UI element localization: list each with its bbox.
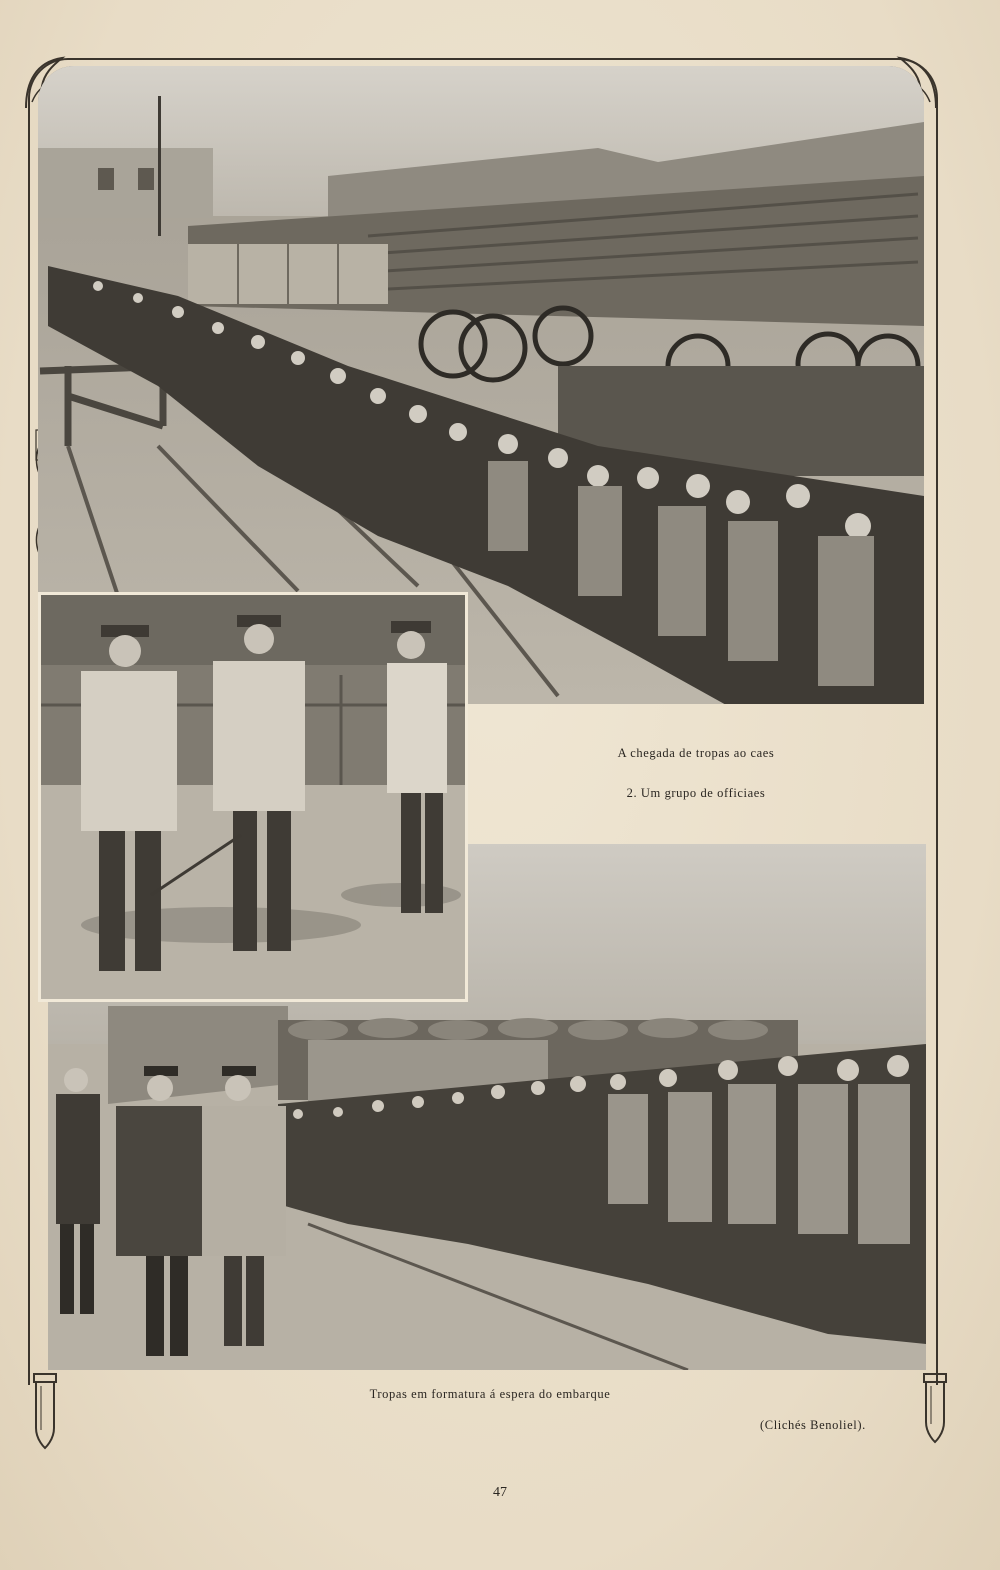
page-number: 47 bbox=[493, 1485, 507, 1500]
photo-credit: (Clichés Benoliel). bbox=[760, 1418, 866, 1432]
photo-group-of-officers bbox=[38, 592, 468, 1002]
cartridge-ornament-right bbox=[920, 1372, 950, 1444]
cartridge-ornament-left bbox=[30, 1372, 60, 1450]
caption-group-of-officers: 2. Um grupo de officiaes bbox=[626, 786, 766, 800]
caption-troops-arrival: A chegada de tropas ao caes bbox=[617, 746, 775, 760]
caption-troops-awaiting-embarkation: Tropas em formatura á espera do embarque bbox=[369, 1387, 611, 1401]
